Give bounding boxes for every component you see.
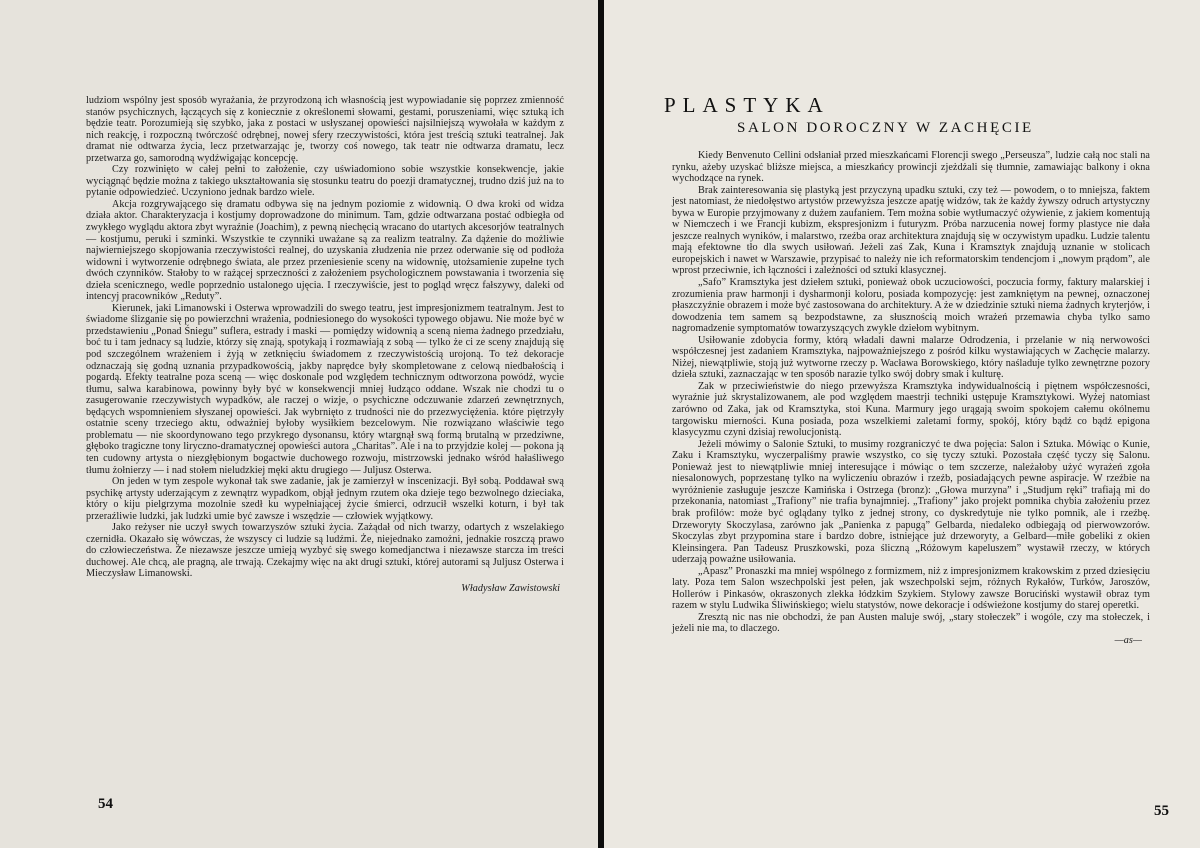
right-article-body [672, 150, 1150, 647]
paragraph: ludziom wspólny jest sposób wyrażania, że przyrodzoną ich własnością jest wypowiadanie się poprzez zmienność stanów psychicznych, łączących się z koniecznie z określonemi słowami, gestami, poruszeniami, więc sztuką ich będzie teatr. Porozumieją się szybko, jaka z postaci w usłyszanej opowieści najsilniejszą wywołała w każdym z nich reakcję, i rozpoczną twórczość odrębnej, nowej sfery rzeczywistości, która jest treścią sztuki teatralnej. Jak dramat nie odtwarza życia, lecz przetwarzając je, tworzy coś nowego, tak teatr nie odtwarza dramatu, lecz przetwarza go, samorodną wydźwigając koncepcję. [86, 95, 564, 164]
page-number: 55 [1154, 803, 1169, 819]
paragraph: Zak w przeciwieństwie do niego przewyższa Kramsztyka indywidualnością i piętnem współczesności, wyraźnie już skrystalizowanem, ale pod względem maestrji techniki ustępuje Kramsztykowi. Wyżej natomiast zarówno od Zaka, jak od Kramsztyka, stoi Kuna. Marmury jego urągają swoim spokojem całemu okólnemu targowisku mierności. Kuna posiada, poza wszelkiemi zaletami formy, spokój, który bądź co bądź epigona klasycyzmu czyni dzisiaj rewolucjonistą. [672, 380, 1150, 439]
paragraph: „Apasz” Pronaszki ma mniej wspólnego z formizmem, niż z impresjonizmem krakowskim z przed dziesięciu laty. Poza tem Salon wszechpolski jest pełen, jak wszechpolski sejm, różnych Rykałów, Turków, Jaroszów, Hollerów i Pinkasów, okraszonych zlekka łódzkim Szykiem. Stylowy zawsze Boruciński wystawił obraz tym razem w stylu Ludwika Śliwińskiego; wielu statystów, nowe dekoracje i odświeżone kostjumy do starej operetki. [672, 565, 1150, 612]
paragraph: Kiedy Benvenuto Cellini odsłaniał przed mieszkańcami Florencji swego „Perseusza”, ludzie całą noc stali na rynku, ażeby uzyskać bliższe miejsca, a mieszkańcy prowincji zjeżdżali się tłumnie, zamawiając balkony i okna wychodzące na rynek. [672, 150, 1150, 185]
paragraph: Akcja rozgrywającego się dramatu odbywa się na jednym poziomie z widownią. O dwa kroki od widza działa aktor. Charakteryzacja i kostjumy doprowadzone do minimum. Tam, gdzie odtwarzana postać odbiegła od zwykłego wyglądu aktora zbyt wyraźnie (Joachim), z pewną niechęcią wracano do utartych akcesorjów teatralnych — kostjumu, peruki i szminki. Wszystkie te czynniki uważane są za realizm teatralny. Za dążenie do możliwie najwierniejszego skopjowania rzeczywistości realnej, do uzyskania złudzenia nie przez oderwanie się od podłoża widowni i wytworzenie odrębnego świata, ale przez przeniesienie sceny na widownię, utożsamienie zupełne tych dwóch czynników. Stałoby to w rażącej sprzeczności z założeniem psychologicznem powstawania i tworzenia się dzieła scenicznego, wedle poprzednio ustalonego ujęcia. I rzeczywiście, jest to pogląd wręcz fałszywy, daleki od intencyj pracowników „Reduty”. [86, 198, 564, 303]
left-page [0, 0, 598, 848]
paragraph: Usiłowanie zdobycia formy, którą władali dawni malarze Odrodzenia, i przelanie w nią nerwowości współczesnej jest zadaniem Kramsztyka, najpoważniejszego z pośród kilku wystawiających w Zachęcie malarzy. Niżej, niewątpliwie, stoją już wytworne rzeczy p. Wacława Borowskiego, który naśladuje tylko zewnętrzne pozory dzieła sztuki, zaznaczając w ten sposób narazie tylko swój dobry smak i kulturę. [672, 334, 1150, 381]
paragraph: On jeden w tym zespole wykonał tak swe zadanie, jak je zamierzył w inscenizacji. Był sobą. Poddawał swą psychikę artysty uderzającym z zewnątrz wypadkom, objął jednym rzutem oka dzieje tego bezwolnego dzieciaka, który o kiju pielgrzyma mozolnie szedł ku wypełniającej życie śmierci, odrzucił wszelki koturn, i był tak przeraźliwie ludzki, jak ludzki umie być zawsze i wszędzie — człowiek wyjątkowy. [86, 476, 564, 522]
author-signature: Władysław Zawistowski [461, 582, 560, 594]
paragraph: Kierunek, jaki Limanowski i Osterwa wprowadzili do swego teatru, jest impresjonizmem teatralnym. Jest to świadome ślizganie się po powierzchni wrażenia, podniesionego do wysokości typowego objawu. Nie może być w przedstawieniu „Ponad Śniegu” suflera, estrady i maski — pomiędzy widownią a sceną niema żadnego przedziału, boć tu i tam jednacy są ludzie, którzy się znają, spotykają i rozmawiają z sobą — tylko że ci ze sceny znajdują się pod szczególnem wrażeniem i żyją w zetknięciu świadomem z rzeczywistością urojoną. To też dekoracje odznaczają się godną uznania przypadkowością, jakby naprędce były skompletowane z celową niedbałością i pogardą. Efekty teatralne poza sceną — więc doskonale pod względem technicznym odtworzona powódź, wycie tłumu, salwa karabinowa, powinny były być w konsekwencji mniej łudząco oddane. Wszak nie chodzi tu o zasugerowanie rzeczywistych wypadków, ale raczej o wizje, o psychiczne odczuwanie zdarzeń zewnętrznych, będących wspomnieniem słyszanej opowieści. Jak wybrnięto z trudności nie do przezwyciężenia. które piętrzyły ostatnie sceny trzeciego aktu, odważniej byłoby wysiłkiem bezcelowym. Nie rozwiązano właściwie tego problematu — nie skoordynowano tego przykrego dysonansu, który wtargnął swą formą brutalną w przedziwne, głęboko tragiczne tony liryczno-dramatycznej opowieści autora „Charitas”. Ale i na to przyjdzie kolej — pokona ją ten cudowny artysta o niezgłębionym bogactwie duchowego rozwoju, mistrzowski jednako wśród hałaśliwego tłumu żołnierzy — i nad stołem nieludzkiej męki aktu drugiego — Juljusz Osterwa. [86, 302, 564, 476]
paragraph: Czy rozwinięto w całej pełni to założenie, czy uświadomiono sobie wszystkie konsekwencje, jakie wyciągnąć będzie można z takiego ukształtowania się stosunku teatru do poezji dramatycznej, trudno dziś już na to pytanie odpowiedzieć. Uczyniono jednak bardzo wiele. [86, 164, 564, 199]
paragraph: Zresztą nic nas nie obchodzi, że pan Austen maluje swój, „stary stołeczek” i wogóle, czy ma stołeczek, i jeżeli nie ma, to dlaczego. [672, 611, 1150, 635]
paragraph: Jako reżyser nie uczył swych towarzyszów sztuki życia. Zażądał od nich twarzy, odartych z wszelakiego czernidła. Okazało się wówczas, że wszyscy ci ludzie są ludźmi. Że, niejednako zamożni, jednakie roszczą prawo do człowieczeństwa. Że niezawsze jeszcze umieją wyzbyć się swego komedjanctwa i niezawsze starcza im treści duchowej. Ale chcą, ale pragną, ale trwają. Czekajmy więc na akt drugi sztuki, której autorami są Juljusz Osterwa i Mieczysław Limanowski. [86, 522, 564, 580]
paragraph: „Safo” Kramsztyka jest dziełem sztuki, ponieważ obok uczuciowości, poczucia formy, faktury malarskiej i zrozumienia praw harmonji i dysharmonji koloru, posiada kompozycję: jest zamkniętym na pewnej, oznaczonej płaszczyźnie obrazem i może być zastosowana do architektury. A że w dziedzinie sztuki niema żadnych kryterjów, i dowodzenia tem samem są bezpodstawne, za słusznością moich wrażeń przemawia chyba tylko samo nagromadzenie symptomatów towarzyszących zwykle dziełom wybitnym. [672, 277, 1150, 335]
page-number: 54 [98, 796, 113, 812]
author-initials: —as— [1114, 634, 1142, 646]
left-article-body [86, 95, 564, 595]
paragraph: Brak zainteresowania się plastyką jest przyczyną upadku sztuki, czy też — powodem, o to mniejsza, faktem jest natomiast, że niedołęstwo artystów przewyższa jeszcze apatję widzów, tak że każdy żywszy odruch artystyczny bywa w Europie przyjmowany z dużem zaufaniem. Tem można sobie wytłumaczyć ożywienie, z jakiem komentują w Niemczech i we Francji kubizm, ekspresjonizm i futuryzm. Próba narzucenia nowej formy plastyce nie dała jeszcze realnych wyników, i malarstwo, rzeźba oraz architektura znajdują się w oczywistym upadku. Ludzie talentu mają efektowne tło dla swych usiłowań. Jeżeli zaś Zak, Kuna i Kramsztyk znajdują uznanie w stolicach europejskich i nawet w Warszawie, przypisać to należy nie ich reformatorskim tendencjom i „nowym prądom”, ale wprost przeciwnie, ich łączności i zależności od sztuki klasycznej. [672, 184, 1150, 277]
paragraph: Jeżeli mówimy o Salonie Sztuki, to musimy rozgraniczyć te dwa pojęcia: Salon i Sztuka. Mówiąc o Kunie, Zaku i Kramsztyku, wyczerpaliśmy prawie wszystko, co się tyczy sztuki. Pozostała część tyczy się Salonu. Ponieważ jest to niewątpliwie mniej interesujące i mówiąc o tem szczerze, należałoby użyć wyrażeń zgoła niesalonowych, poprzestanę tylko na wyliczeniu obrazów i rzeźb, posiadających pewne aspiracje. W rzeźbie na wyróżnienie zasługuje jeszcze Kamińska i Ostrzega (bronz): „Głowa murzyna” i „Studjum ręki” trafiają mi do przekonania, natomiast „Trafiony” nie trafia bynajmniej. „Trafiony” jako projekt pomnika chybia założeniu przez brak profilów: może być oglądany tylko z jednej strony, co dyskredytuje nie tylko pomnik, ale i rzeźbę. Drzeworyty Skoczylasa, zarówno jak „Panienka z papugą” Gelbarda, niedaleko odbiegają od pierwowzorów. Skoczylas zbyt przypomina stare i bardzo dobre, istniejące już drzeworyty, a Gelbard—miłe gobeliki z okien Kleinsingera. Pan Tadeusz Pruszkowski, poza śliczną „Różowym kapeluszem” wystawił rzeczy, w których uderzają poważne usiłowania. [672, 438, 1150, 566]
article-title: SALON DOROCZNY W ZACHĘCIE [737, 120, 1034, 136]
section-title: PLASTYKA [664, 93, 830, 117]
